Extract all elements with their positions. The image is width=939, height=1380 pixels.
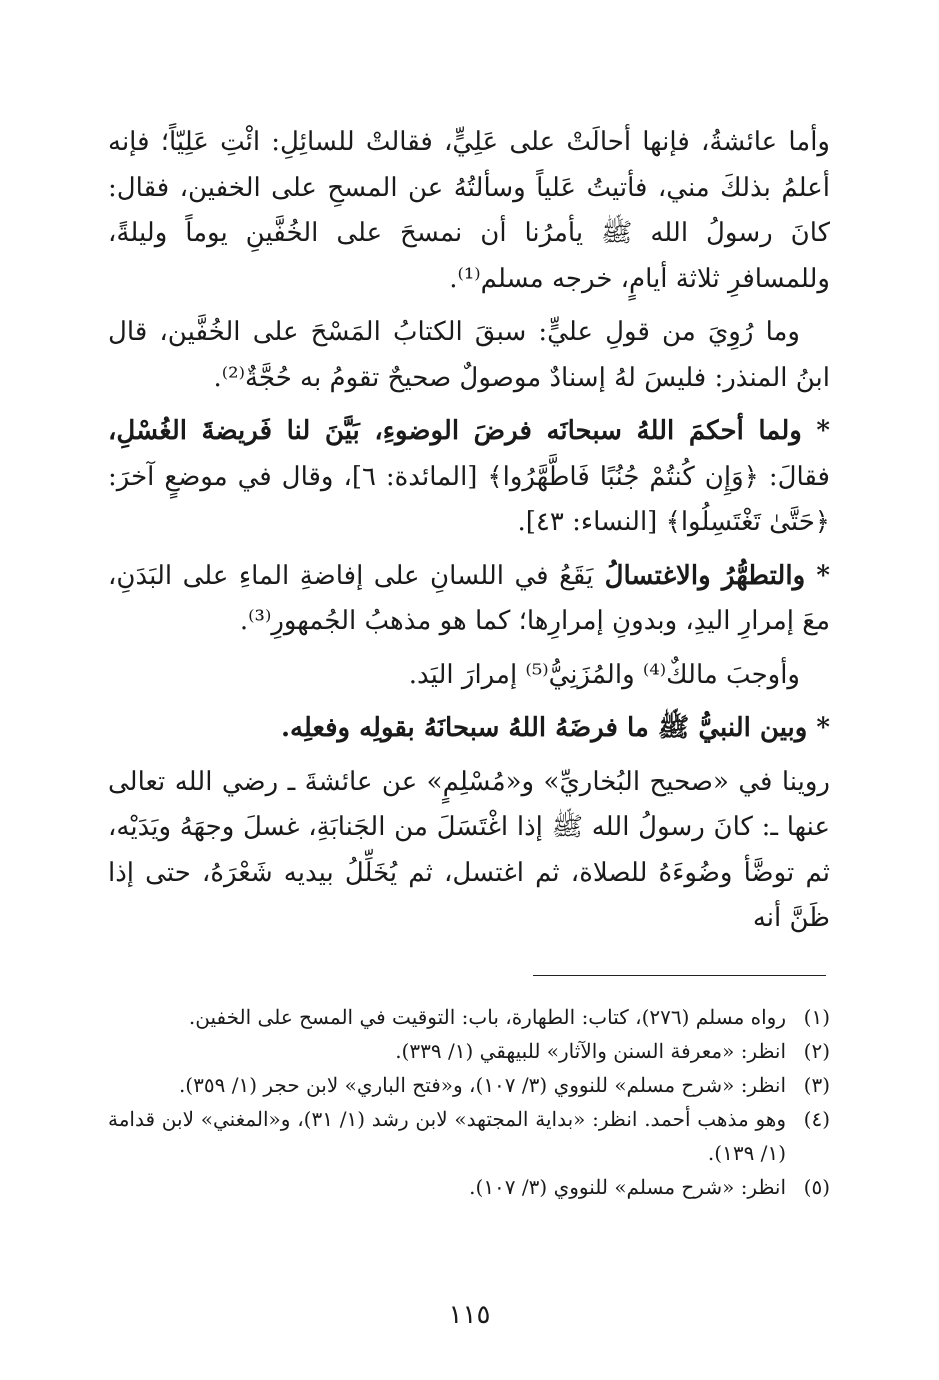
paragraph-bukhari-muslim: روينا في «صحيح البُخاريِّ» و«مُسْلِمٍ» عن عائشةَ ـ رضي الله تعالى عنها ـ: كانَ رسولُ الله ﷺ إذا اغْتَسَلَ من الجَنابَةِ، غسلَ وجهَهُ ويَدَيْه، ثم توضَّأ وضُوءَهُ للصلاة، ثم اغتسل، ثم يُخَلِّلُ بيديه شَعْرَهُ، حتى إذا ظَنَّ أنه: [108, 766, 830, 933]
footnote-separator: [533, 975, 826, 976]
tatahhur-text: يَقَعُ في اللسانِ على إفاضةِ الماءِ على البَدَنِ، معَ إمرارِ اليدِ، وبدونِ إمرارِها؛ كما هو مذهبُ الجُمهورِ⁽³⁾.: [108, 560, 830, 636]
paragraph-tatahhur: [108, 554, 830, 645]
footnote-item: [108, 1000, 830, 1034]
footnote-text: رواه مسلم (٢٧٦)، كتاب: الطهارة، باب: التوقيت في المسح على الخفين.: [188, 1005, 786, 1029]
footnote-item: [108, 1068, 830, 1102]
page-number: ١١٥: [448, 1300, 491, 1330]
footnote-item: [108, 1102, 830, 1170]
footnote-text: انظر: «شرح مسلم» للنووي (٣/ ١٠٧).: [469, 1175, 786, 1199]
paragraph-aisha-ali: وأما عائشةُ، فإنها أحالَتْ على عَلِيٍّ، فقالتْ للسائِلِ: ائْتِ عَلِيّاً؛ فإنه أعلمُ بذلكَ مني، فأتيتُ عَلياً وسألتُهُ عن المسحِ على الخفين، فقال: كانَ رسولُ الله ﷺ يأمرُنا أن نمسحَ على الخُفَّينِ يوماً وليلةً، وللمسافرِ ثلاثة أيامٍ، خرجه مسلم⁽¹⁾.: [108, 127, 830, 294]
heading-tatahhur: * والتطهُّرُ والاغتسالُ: [593, 560, 831, 591]
footnotes: [108, 1000, 830, 1204]
footnote-item: [108, 1034, 830, 1068]
footnote-item: [108, 1170, 830, 1204]
footnote-number: (٤): [803, 1107, 830, 1131]
paragraph-ibn-al-mundhir: وما رُوِيَ من قولِ عليٍّ: سبقَ الكتابُ المَسْحَ على الخُفَّين، قال ابنُ المنذر: فليسَ لهُ إسنادٌ موصولٌ صحيحٌ تقومُ به حُجَّةٌ⁽²⁾.: [108, 317, 830, 393]
footnote-text: انظر: «شرح مسلم» للنووي (٣/ ١٠٧)، و«فتح الباري» لابن حجر (١/ ٣٥٩).: [178, 1073, 786, 1097]
heading-ghusl: * ولما أحكمَ اللهُ سبحانَه فرضَ الوضوءِ، بَيَّنَ لنا فَريضةَ الغُسْلِ،: [108, 416, 830, 446]
ghusl-verses: فقالَ: ﴿وَإِن كُنتُمْ جُنُبًا فَاطَّهَّرُوا﴾ [المائدة: ٦]، وقال في موضعٍ آخرَ: ﴿حَتَّىٰ تَغْتَسِلُوا﴾ [النساء: ٤٣].: [108, 461, 830, 537]
paragraph-malik-muzani: وأوجبَ مالكٌ⁽⁴⁾ والمُزَنِيُّ⁽⁵⁾ إمرارَ اليَد.: [408, 659, 800, 690]
footnote-number: (١): [803, 1005, 830, 1029]
footnote-number: (٥): [803, 1175, 830, 1199]
paragraph-ghusl-obligation: [108, 409, 830, 546]
main-text: [108, 120, 830, 942]
footnote-number: (٢): [803, 1039, 830, 1063]
footnote-text: وهو مذهب أحمد. انظر: «بداية المجتهد» لابن رشد (١/ ٣١)، و«المغني» لابن قدامة (١/ ١٣٩).: [108, 1107, 786, 1165]
heading-prophet-explained: * وبين النبيُّ ﷺ ما فرضَهُ اللهُ سبحانَهُ بقولِه وفعلِه.: [280, 713, 830, 743]
footnote-number: (٣): [803, 1073, 830, 1097]
footnote-text: انظر: «معرفة السنن والآثار» للبيهقي (١/ ٣٣٩).: [395, 1039, 786, 1063]
